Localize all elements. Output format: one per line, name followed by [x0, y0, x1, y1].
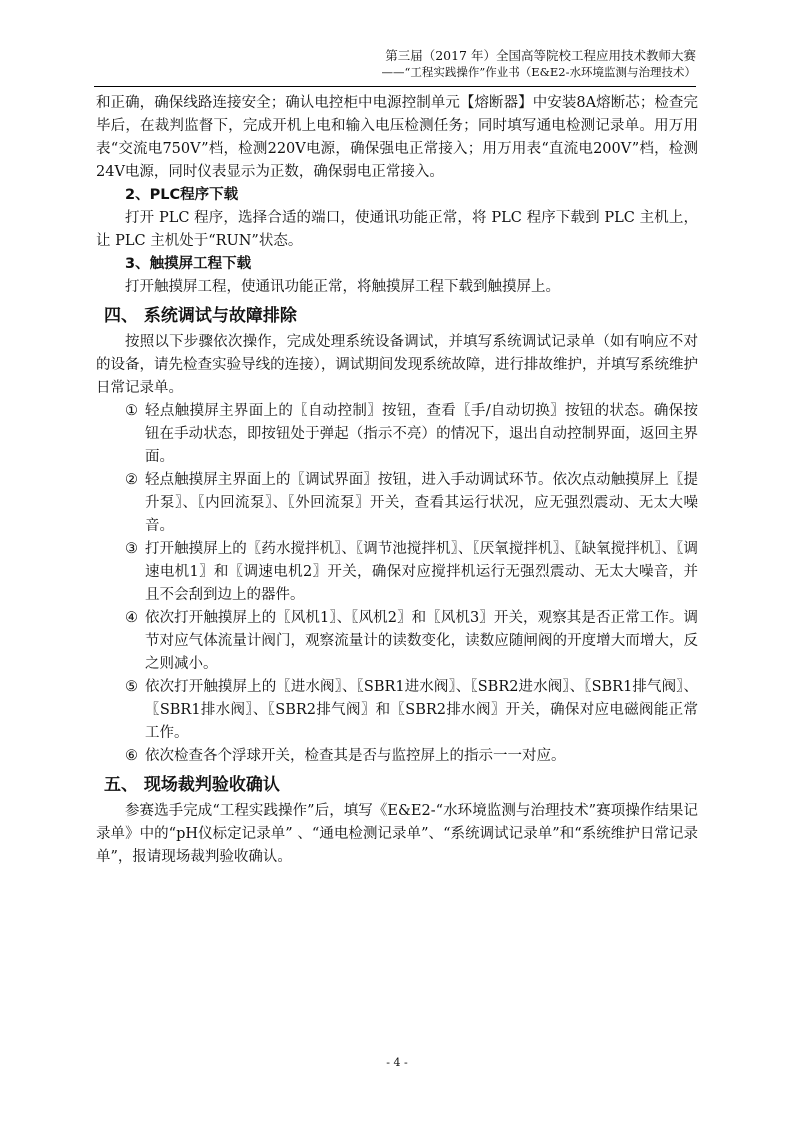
list-item-text: 打开触摸屏上的〖药水搅拌机〗、〖调节池搅拌机〗、〖厌氧搅拌机〗、〖缺氧搅拌机〗、〖调速电机1〗和〖调速电机2〗开关，确保对应搅拌机运行无强烈震动、无太大噪音，并且不会刮到边上的器件。 [145, 541, 698, 603]
list-item [125, 538, 698, 607]
list-item-number: ① [125, 403, 138, 419]
list-item-number: ④ [125, 610, 138, 626]
list-item-text: 依次检查各个浮球开关，检查其是否与监控屏上的指示一一对应。 [145, 748, 566, 764]
list-item-number: ⑥ [125, 748, 138, 764]
list-item [125, 676, 698, 745]
section-5-text: 参赛选手完成“工程实践操作”后，填写《E&E2-“水环境监测与治理技术”赛项操作结果记录单》中的“pH仪标定记录单” 、“通电检测记录单”、“系统调试记录单”和“系统维护日常记录单”，报请现场裁判验收确认。 [96, 803, 698, 865]
list-item-text: 依次打开触摸屏上的〖进水阀〗、〖SBR1进水阀〗、〖SBR2进水阀〗、〖SBR1排气阀〗、〖SBR1排水阀〗、〖SBR2排气阀〗和〖SBR2排水阀〗开关，确保对应电磁阀能正常工作。 [145, 679, 698, 741]
header-subtitle: ——“工程实践操作”作业书（E&E2-水环境监测与治理技术） [381, 65, 696, 79]
list-item [125, 745, 698, 768]
list-item-text: 轻点触摸屏主界面上的〖自动控制〗按钮，查看〖手/自动切换〗按钮的状态。确保按钮在手动状态，即按钮处于弹起（指示不亮）的情况下，退出自动控制界面，返回主界面。 [145, 403, 698, 465]
header-rule [94, 86, 696, 87]
continued-paragraph: 和正确，确保线路连接安全；确认电控柜中电源控制单元【熔断器】中安装8A熔断芯；检查完毕后，在裁判监督下，完成开机上电和输入电压检测任务；同时填写通电检测记录单。用万用表“交流电750V”档，检测220V电源，确保强电正常接入；用万用表“直流电200V”档，检测24V电源，同时仪表显示为正数，确保弱电正常接入。 [96, 95, 698, 180]
list-item [125, 469, 698, 538]
page-header [94, 48, 696, 80]
subsection-plc-title: 2、PLC程序下载 [125, 187, 239, 203]
document-body [96, 92, 698, 869]
page-number: - 4 - [386, 1056, 408, 1069]
list-item-text: 轻点触摸屏主界面上的〖调试界面〗按钮，进入手动调试环节。依次点动触摸屏上〖提升泵〗、〖内回流泵〗、〖外回流泵〗开关，查看其运行状况，应无强烈震动、无太大噪音。 [145, 472, 698, 534]
section-4-title: 四、 系统调试与故障排除 [104, 306, 297, 326]
section-5-title: 五、 现场裁判验收确认 [104, 775, 280, 795]
section-4-intro: 按照以下步骤依次操作，完成处理系统设备调试，并填写系统调试记录单（如有响应不对的设备，请先检查实验导线的连接），调试期间发现系统故障，进行排故维护，并填写系统维护日常记录单。 [96, 334, 698, 396]
subsection-touchscreen-title: 3、触摸屏工程下载 [125, 256, 252, 272]
subsection-touchscreen-text: 打开触摸屏工程，使通讯功能正常，将触摸屏工程下载到触摸屏上。 [125, 279, 560, 295]
list-item [125, 607, 698, 676]
list-item [125, 400, 698, 469]
list-item-text: 依次打开触摸屏上的〖风机1〗、〖风机2〗和〖风机3〗开关，观察其是否正常工作。调节对应气体流量计阀门，观察流量计的读数变化，读数应随闸阀的开度增大而增大，反之则减小。 [145, 610, 698, 672]
list-item-number: ② [125, 472, 138, 488]
subsection-plc-text: 打开 PLC 程序，选择合适的端口，使通讯功能正常，将 PLC 程序下载到 PLC 主机上，让 PLC 主机处于“RUN”状态。 [96, 210, 698, 249]
header-title: 第三届（2017 年）全国高等院校工程应用技术教师大赛 [385, 48, 696, 63]
list-item-number: ③ [125, 541, 138, 557]
list-item-number: ⑤ [125, 679, 138, 695]
